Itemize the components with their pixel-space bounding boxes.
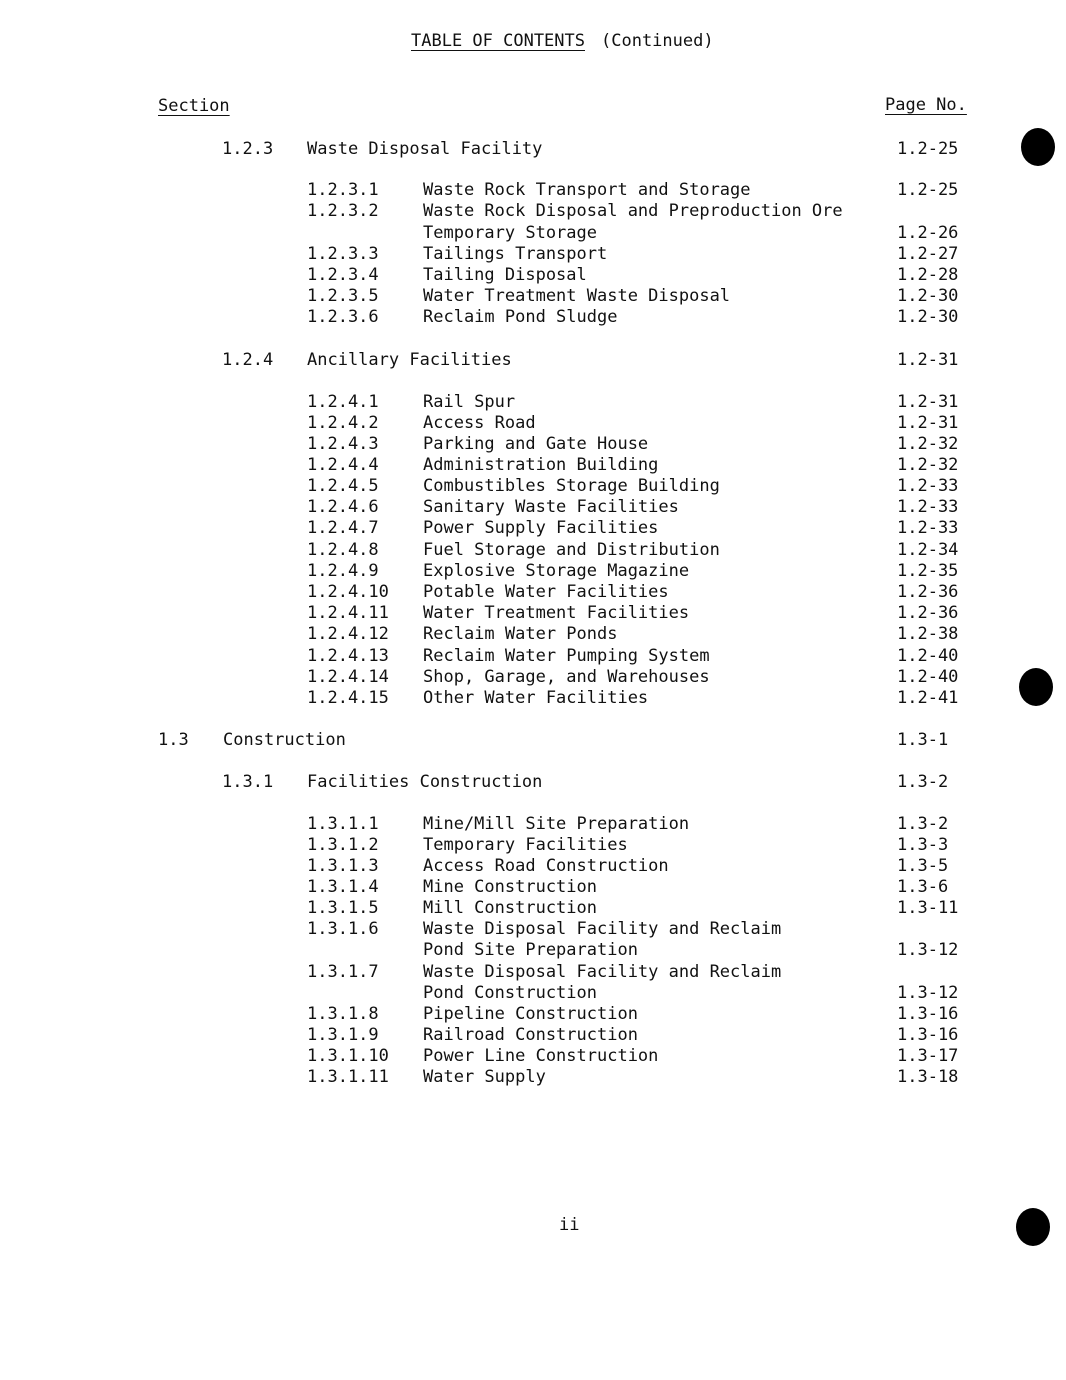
toc-section-number: 1.3.1 [222, 772, 274, 792]
toc-page-number: 1.2-31 [897, 413, 959, 433]
toc-section-number: 1.2.4.3 [307, 434, 379, 454]
toc-section-number: 1.2.4.8 [307, 540, 379, 560]
toc-section-title: Pipeline Construction [423, 1004, 638, 1024]
toc-section-title: Shop, Garage, and Warehouses [423, 667, 710, 687]
toc-page-number: 1.2-36 [897, 582, 959, 602]
toc-section-title: Other Water Facilities [423, 688, 649, 708]
toc-page-number: 1.2-35 [897, 561, 959, 581]
toc-section-title: Reclaim Water Ponds [423, 624, 618, 644]
toc-page-number: 1.3-3 [897, 835, 949, 855]
toc-section-title: Tailing Disposal [423, 265, 587, 285]
toc-section-title: Temporary Storage [423, 223, 597, 243]
toc-page-number: 1.2-34 [897, 540, 959, 560]
toc-section-title: Tailings Transport [423, 244, 608, 264]
binder-hole-middle [1019, 668, 1053, 706]
toc-section-title: Rail Spur [423, 392, 516, 412]
toc-section-title: Facilities Construction [307, 772, 543, 792]
toc-page-number: 1.2-30 [897, 307, 959, 327]
toc-section-number: 1.3 [158, 730, 189, 750]
toc-section-number: 1.2.4.11 [307, 603, 389, 623]
toc-page-number: 1.2-36 [897, 603, 959, 623]
section-column-header: Section [158, 96, 230, 116]
toc-section-title: Potable Water Facilities [423, 582, 669, 602]
page-number: ii [559, 1215, 580, 1235]
toc-section-title: Pond Site Preparation [423, 940, 638, 960]
toc-section-title: Temporary Facilities [423, 835, 628, 855]
toc-section-title: Construction [223, 730, 346, 750]
toc-page-number: 1.2-31 [897, 350, 959, 370]
toc-section-number: 1.2.4.7 [307, 518, 379, 538]
toc-page-number: 1.2-40 [897, 667, 959, 687]
toc-section-title: Mine/Mill Site Preparation [423, 814, 690, 834]
toc-section-number: 1.3.1.7 [307, 962, 379, 982]
toc-section-title: Parking and Gate House [423, 434, 649, 454]
toc-page-number: 1.3-16 [897, 1025, 959, 1045]
toc-section-number: 1.2.4.13 [307, 646, 389, 666]
toc-section-number: 1.3.1.1 [307, 814, 379, 834]
toc-page-number: 1.2-30 [897, 286, 959, 306]
toc-section-title: Administration Building [423, 455, 659, 475]
toc-section-number: 1.2.4.9 [307, 561, 379, 581]
toc-section-title: Power Supply Facilities [423, 518, 659, 538]
toc-section-title: Ancillary Facilities [307, 350, 512, 370]
toc-section-number: 1.2.4.2 [307, 413, 379, 433]
toc-section-title: Water Supply [423, 1067, 546, 1087]
toc-page-number: 1.2-25 [897, 180, 959, 200]
toc-section-title: Access Road [423, 413, 536, 433]
binder-hole-bottom [1016, 1208, 1050, 1246]
toc-page-number: 1.3-1 [897, 730, 949, 750]
toc-section-number: 1.2.3 [222, 139, 274, 159]
toc-page-number: 1.2-32 [897, 434, 959, 454]
toc-section-title: Reclaim Water Pumping System [423, 646, 710, 666]
toc-page-number: 1.2-27 [897, 244, 959, 264]
toc-section-title: Combustibles Storage Building [423, 476, 720, 496]
toc-page-number: 1.2-31 [897, 392, 959, 412]
toc-page-number: 1.2-33 [897, 476, 959, 496]
toc-section-title: Explosive Storage Magazine [423, 561, 690, 581]
toc-page-number: 1.2-32 [897, 455, 959, 475]
toc-section-number: 1.2.4.12 [307, 624, 389, 644]
toc-continued: (Continued) [601, 31, 714, 51]
toc-section-number: 1.2.4.1 [307, 392, 379, 412]
toc-section-number: 1.3.1.6 [307, 919, 379, 939]
toc-section-number: 1.2.4.15 [307, 688, 389, 708]
toc-section-title: Pond Construction [423, 983, 597, 1003]
toc-section-number: 1.3.1.3 [307, 856, 379, 876]
toc-section-number: 1.2.3.5 [307, 286, 379, 306]
toc-section-title: Reclaim Pond Sludge [423, 307, 618, 327]
toc-section-number: 1.2.3.4 [307, 265, 379, 285]
toc-section-title: Sanitary Waste Facilities [423, 497, 679, 517]
toc-section-number: 1.3.1.2 [307, 835, 379, 855]
toc-section-number: 1.2.4.14 [307, 667, 389, 687]
toc-section-number: 1.2.3.1 [307, 180, 379, 200]
toc-section-number: 1.3.1.8 [307, 1004, 379, 1024]
toc-section-title: Mine Construction [423, 877, 597, 897]
toc-section-title: Waste Disposal Facility [307, 139, 543, 159]
toc-section-number: 1.3.1.11 [307, 1067, 389, 1087]
toc-page-number: 1.3-2 [897, 814, 949, 834]
toc-section-title: Waste Disposal Facility and Reclaim [423, 919, 782, 939]
toc-section-title: Waste Rock Transport and Storage [423, 180, 751, 200]
toc-page-number: 1.3-12 [897, 983, 959, 1003]
toc-page-number: 1.2-33 [897, 497, 959, 517]
toc-page-number: 1.2-25 [897, 139, 959, 159]
toc-section-title: Water Treatment Waste Disposal [423, 286, 731, 306]
page-column-header: Page No. [885, 95, 967, 115]
toc-section-number: 1.3.1.4 [307, 877, 379, 897]
toc-section-number: 1.3.1.5 [307, 898, 379, 918]
toc-page-number: 1.3-16 [897, 1004, 959, 1024]
toc-page-number: 1.3-17 [897, 1046, 959, 1066]
toc-section-number: 1.2.4.10 [307, 582, 389, 602]
toc-section-number: 1.2.4 [222, 350, 274, 370]
toc-page-number: 1.2-38 [897, 624, 959, 644]
toc-page-number: 1.3-12 [897, 940, 959, 960]
toc-page-number: 1.2-41 [897, 688, 959, 708]
toc-title: TABLE OF CONTENTS [411, 31, 585, 51]
toc-section-number: 1.2.3.3 [307, 244, 379, 264]
toc-section-title: Fuel Storage and Distribution [423, 540, 720, 560]
toc-section-number: 1.2.4.4 [307, 455, 379, 475]
toc-section-number: 1.2.3.6 [307, 307, 379, 327]
toc-section-title: Waste Disposal Facility and Reclaim [423, 962, 782, 982]
toc-page-number: 1.3-18 [897, 1067, 959, 1087]
toc-page-number: 1.2-28 [897, 265, 959, 285]
toc-section-title: Mill Construction [423, 898, 597, 918]
toc-section-title: Water Treatment Facilities [423, 603, 690, 623]
toc-page-number: 1.3-11 [897, 898, 959, 918]
toc-page-number: 1.3-6 [897, 877, 949, 897]
toc-page-number: 1.2-26 [897, 223, 959, 243]
toc-section-number: 1.2.3.2 [307, 201, 379, 221]
toc-section-number: 1.2.4.5 [307, 476, 379, 496]
toc-section-title: Waste Rock Disposal and Preproduction Ore [423, 201, 843, 221]
toc-page-number: 1.2-40 [897, 646, 959, 666]
toc-page-number: 1.3-2 [897, 772, 949, 792]
toc-page-number: 1.2-33 [897, 518, 959, 538]
binder-hole-top [1021, 128, 1055, 166]
toc-section-title: Access Road Construction [423, 856, 669, 876]
toc-page-number: 1.3-5 [897, 856, 949, 876]
toc-section-number: 1.3.1.10 [307, 1046, 389, 1066]
toc-section-title: Railroad Construction [423, 1025, 638, 1045]
toc-section-number: 1.3.1.9 [307, 1025, 379, 1045]
toc-section-number: 1.2.4.6 [307, 497, 379, 517]
toc-section-title: Power Line Construction [423, 1046, 659, 1066]
